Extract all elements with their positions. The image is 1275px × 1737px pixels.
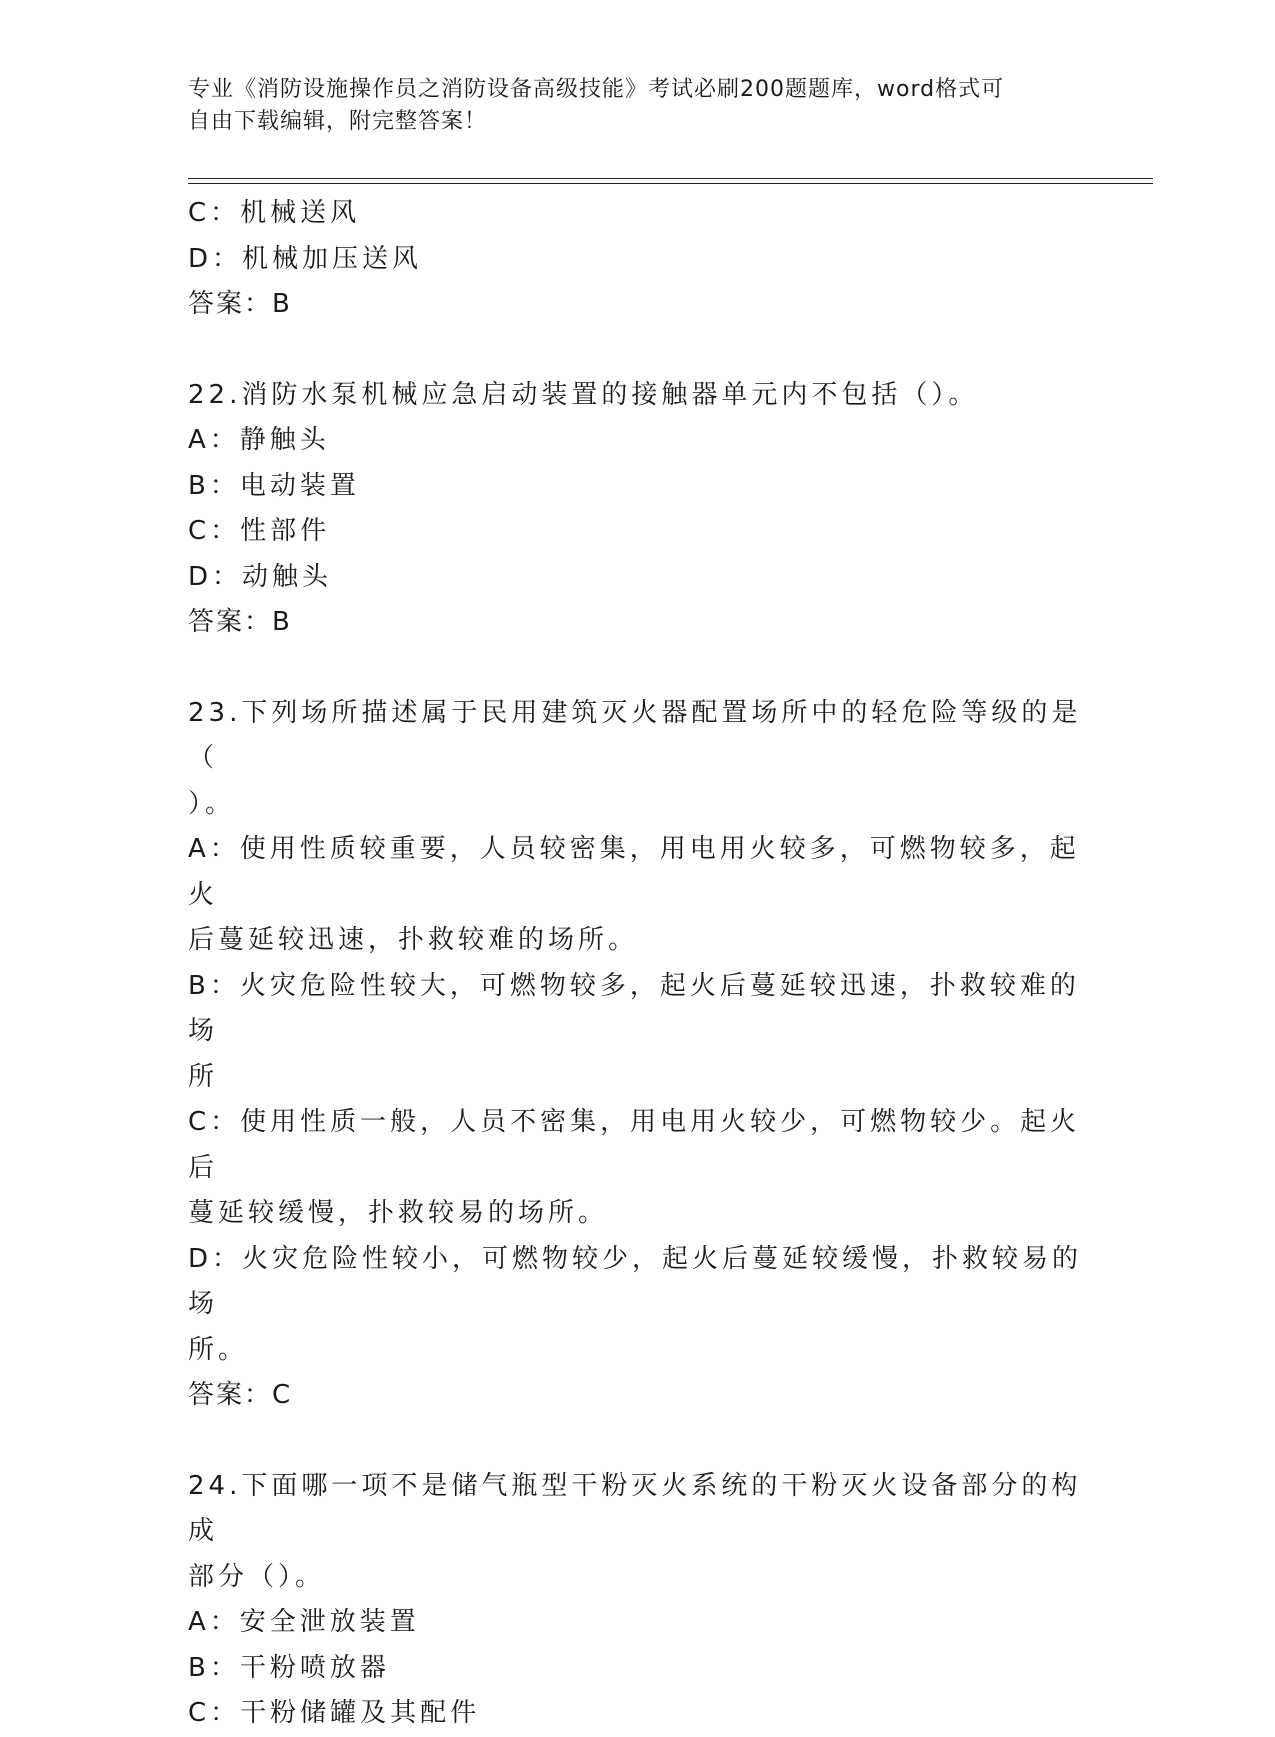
header-divider-bottom (188, 183, 1153, 184)
option-c: C：使用性质一般，人员不密集，用电用火较少，可燃物较少。起火后 (188, 1107, 1081, 1183)
header-divider-top (188, 178, 1153, 179)
question-22 (188, 373, 1083, 646)
header-line-2: 自由下载编辑，附完整答案！ (188, 109, 488, 134)
option-a-cont: 后蔓延较迅速，扑救较难的场所。 (188, 925, 639, 955)
question-content (188, 191, 1083, 1737)
question-stem: 22.消防水泵机械应急启动装置的接触器单元内不包括（）。 (188, 379, 979, 410)
question-stem-cont: 部分（）。 (188, 1561, 326, 1592)
option: D：机械加压送风 (188, 243, 423, 274)
option-a: A：使用性质较重要，人员较密集，用电用火较多，可燃物较多，起火 (188, 834, 1080, 910)
question-23 (188, 691, 1083, 1419)
option-b-cont: 所 (188, 1061, 219, 1092)
question-stem-cont: ）。 (188, 788, 236, 819)
question-stem: 24.下面哪一项不是储气瓶型干粉灭火系统的干粉灭火设备部分的构成 (188, 1470, 1082, 1546)
question-24 (188, 1464, 1083, 1737)
document-header (188, 74, 1068, 138)
header-line-1: 专业《消防设施操作员之消防设备高级技能》考试必刷200题题库，word格式可 (188, 77, 1005, 102)
answer-line: 答案：C (188, 1380, 293, 1410)
option-d: D：动触头 (188, 561, 333, 592)
option-d-cont: 所。 (188, 1334, 249, 1365)
option-d: D：火灾危险性较小，可燃物较少，起火后蔓延较缓慢，扑救较易的场 (188, 1243, 1083, 1319)
answer-line: 答案：B (188, 607, 292, 637)
option: C：机械送风 (188, 198, 361, 228)
answer-line: 答案：B (188, 289, 292, 319)
option-b: B：电动装置 (188, 470, 360, 501)
question-stem: 23.下列场所描述属于民用建筑灭火器配置场所中的轻危险等级的是（ (188, 697, 1082, 773)
option-c: C：干粉储罐及其配件 (188, 1698, 481, 1728)
question-continued (188, 191, 1083, 328)
option-a: A：安全泄放装置 (188, 1607, 420, 1637)
option-c: C：性部件 (188, 516, 331, 546)
option-b: B：火灾危险性较大，可燃物较多，起火后蔓延较迅速，扑救较难的场 (188, 970, 1080, 1046)
option-c-cont: 蔓延较缓慢，扑救较易的场所。 (188, 1198, 609, 1228)
option-b: B：干粉喷放器 (188, 1652, 390, 1683)
option-a: A：静触头 (188, 425, 330, 455)
